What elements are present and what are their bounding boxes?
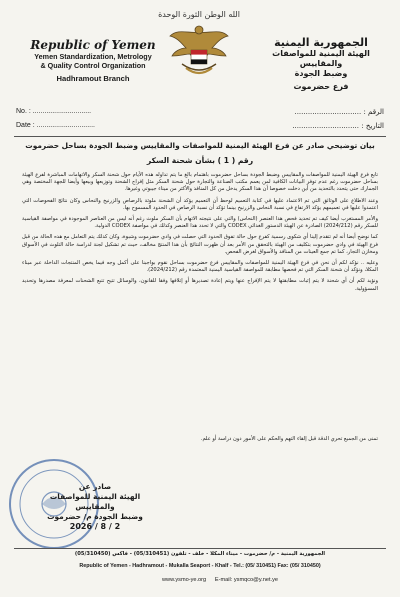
signature-block (30, 482, 160, 532)
issuer-org: الهيئة اليمنية للمواصفات والمقاييس (49, 492, 141, 511)
statement-subtitle: رقم ( 1 ) بشأن شحنة السكر (146, 156, 254, 165)
issuer-branch: وضبط الجودة م/ حضرموت (47, 512, 143, 521)
issue-date: 2026 / 8 / 2 (69, 522, 121, 531)
statement-body (22, 172, 378, 297)
branch-name-en: Hadhramout Branch (56, 74, 130, 83)
issued-by-label: صادر عن (78, 482, 112, 491)
footer-divider (14, 548, 386, 549)
paragraph-5: وعليه .. نؤكد لكم أن نحن في فرع الهيئة اليمنية للمواصفات والمقاييس فرع حضرموت بساحل نقوم بواجبنا على أكمل وجه فيما يخص المنتجات الداخلة عبر ميناء المكلا، ونؤكد أن شحنة السكر التي تم فحصها مطابقة للمواصفة القياسية اليمنية المعتمدة رقم (2024/212). (22, 260, 378, 274)
paragraph-2: وعند الاطلاع على الوثائق التي تم الاعتماد عليها في كتابة التعميم لوحظ أن التعميم يؤكد أن الشحنة ملوثة بالرصاص والزرنيخ والنحاس وكان نتائج الفحوصات التي اعتمدوا عليها في تعميمهم يؤكد الارتفاع في نسبة النحاس والزرنيخ بينما تؤكد أن نسبة الرصاص في الحدود المسموح بها. (22, 197, 378, 211)
closing-line: تمنى من الجميع تحري الدقة قبل إلقاء التهم والحكم على الأمور دون دراسة أو علم. (200, 436, 378, 442)
org-name-ar-line2: وضبط الجودة (294, 69, 348, 78)
paragraph-6: ونؤيد لكم أن أي شحنة لا يتم إثبات مطابقتها لا يتم الإفراج عنها ويتم إعادة تصديرها أو إتلافها وفقا للقانون، والوسائل تتيح تتبع الشحنات لمعرفة مصدرها وتحديد المسؤولية. (22, 278, 378, 292)
country-name-en: Republic of Yemen (30, 38, 156, 52)
emblem-calligraphy: الله الوطن الثورة الوحدة (158, 10, 240, 19)
branch-name-ar: فرع حضرموت (293, 82, 349, 91)
footer-address-ar: الجمهورية اليمنية - م/ حضرموت - ميناء المكلا - خلف - تلفون (05/310451) - فاكس (05/310450) (74, 551, 326, 557)
org-name-ar-line1: الهيئة اليمنية للمواصفات والمقاييس (272, 49, 370, 68)
yemen-eagle-emblem-icon (168, 14, 230, 90)
reference-fields-ar: الرقم : .............................. التاريخ : .............................. (292, 108, 384, 130)
header-arabic (256, 36, 386, 91)
paragraph-4: كما نوضح أيضا أنه لم تتقدم إلينا أي شكوى رسمية كفرع حول حالة تفوق الحدود التي حصلت في وادي حضرموت وشبوة، وكان كذلك يتم التعامل مع هذه الحالة من قبل فرع الهيئة في وادي حضرموت بتكليف من الهيئة بالتحقق من الأمر بعد أن ظهرت النتائج بأن هذا المنتج مخالف، حيث تم تشكيل لجنة لدراسة حالة التلوث في الأسواق ومخازن التجار، كما تم جمع العينات من المنافذ والأسواق لغرض الفحص. (22, 234, 378, 255)
date-label: Date : (16, 122, 35, 129)
reference-fields-en: No. : .............................. Date : .............................. (16, 108, 95, 129)
statement-title: بيان توضيحي صادر عن فرع الهيئة اليمنية للمواصفات والمقاييس وضبط الجودة بساحل حضرموت (25, 141, 375, 150)
email-link[interactable]: E-mail: ysmqco@y.net.ye (214, 577, 278, 583)
ar-no-label: الرقم : (363, 108, 384, 116)
header-divider (14, 136, 386, 137)
footer-address-en: Republic of Yemen - Hadhramout - Mukalla Seaport - Khalf - Tel.: (05/ 310451) Fax: (05/ 310450) (79, 563, 321, 569)
paragraph-3: والأمر المستغرب أيضا كيف تم تحديد فحص هذا العنصر (النحاس) والتي على نتيجته الاتهام بأن السكر ملوث رغم أنه ليس من العناصر الموجودة في مواصفة القياسية للسكر رقم (2024/212) الصادرة عن الهيئة الدستور الغذائي CODEX والتي لا تحدد هذا العنصر وكذلك في مواصفة CODEX الدولية. (22, 216, 378, 230)
header-english (18, 38, 168, 83)
ar-date-label: التاريخ : (361, 122, 384, 130)
country-name-ar: الجمهورية اليمنية (274, 36, 368, 49)
website-link[interactable]: www.ysmo-ye.org (162, 577, 207, 583)
org-name-en-line1: Yemen Standardization, Metrology (34, 52, 152, 61)
paragraph-1: تابع فرع الهيئة اليمنية للمواصفات والمقاييس وضبط الجودة بساحل حضرموت باهتمام بالغ ما يتم تداوله هذه الأيام حول شحنة السكر والاتهامات المباشرة لفرع الهيئة بساحل حضرموت رغم عدم توفر البيانات الكافية لمن يعمم مكتب الصناعة والتجارة حول شحنة السكر مثل إفراج الشحنة وتوزيعها وبيعها وأيضا للجهة المختصة وهي الجمارك حتى يتحدد بالتحديد من أين دخلت خصوصا أن هذا السكر يدخل من كل المنافذ والأكثر من ميناء جيبوتي وغيرها. (22, 172, 378, 193)
no-label: No. : (16, 108, 31, 115)
org-name-en-line2: & Quality Control Organization (40, 61, 146, 70)
